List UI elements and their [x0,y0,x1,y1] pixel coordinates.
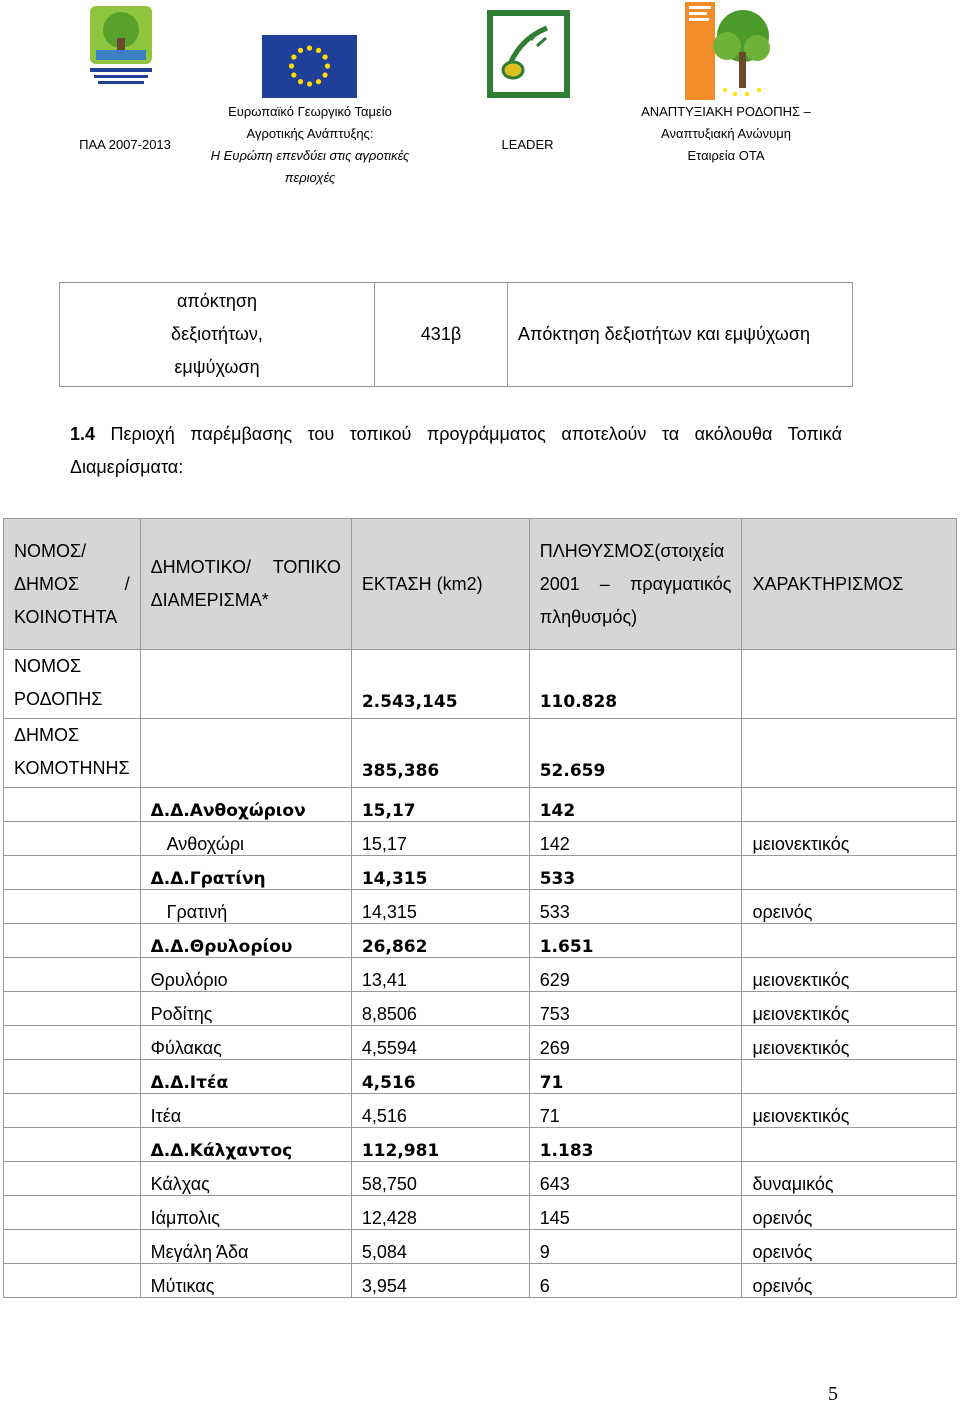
district-characterization: μειονεκτικός [742,958,957,992]
district-population: 629 [529,958,742,992]
leader-logo [487,10,570,98]
eu-flag-logo [262,35,357,98]
measure-category-line: απόκτηση [176,291,258,311]
district-characterization: ορεινός [742,1264,957,1298]
district-area: 3,954 [351,1264,529,1298]
municipality-population: 52.659 [529,719,742,788]
district-population: 643 [529,1162,742,1196]
district-characterization: μειονεκτικός [742,992,957,1026]
table-row [4,856,957,890]
table-row [4,1094,957,1128]
table-row [4,822,957,856]
header-population [529,519,742,650]
district-population: 1.183 [529,1128,742,1162]
header-agency [620,101,832,167]
district-population: 753 [529,992,742,1026]
district-name: Ιάμπολις [140,1196,351,1230]
header-prefecture-word: ΔΗΜΟΣ [14,573,80,594]
districts-table [3,518,957,1298]
district-characterization: ορεινός [742,1230,957,1264]
district-area: 15,17 [351,822,529,856]
header-agency-line: Αναπτυξιακή Ανώνυμη [661,126,791,141]
district-population: 71 [529,1060,742,1094]
district-population: 145 [529,1196,742,1230]
district-name: Δ.Δ.Θρυλορίου [140,924,351,958]
district-characterization [742,924,957,958]
municipality-area: 385,386 [351,719,529,788]
district-area: 8,8506 [351,992,529,1026]
district-name: Δ.Δ.Κάλχαντος [140,1128,351,1162]
header-agency-line: ΑΝΑΠΤΥΞΙΑΚΗ ΡΟΔΟΠΗΣ – [641,104,811,119]
table-row [4,1230,957,1264]
district-population: 269 [529,1026,742,1060]
intro-line-1: Περιοχή παρέμβασης του τοπικού προγράμματος αποτελούν τα ακόλουθα Τοπικά [110,424,842,444]
header-population-line: ΠΛΗΘΥΣΜΟΣ(στοιχεία [539,540,725,561]
header-prefecture-line: ΝΟΜΟΣ/ [14,540,87,561]
table-row [4,924,957,958]
district-name: Θρυλόριο [140,958,351,992]
district-characterization [742,1060,957,1094]
district-name: Μύτικας [140,1264,351,1298]
municipality-name-line: ΔΗΜΟΣ [14,725,80,745]
district-name: Δ.Δ.Ανθοχώριον [140,788,351,822]
header-population-word: 2001 [539,573,580,594]
district-cell-empty [4,1230,141,1264]
district-cell-empty [4,992,141,1026]
district-cell-empty [4,1026,141,1060]
table-row [4,958,957,992]
district-area: 5,084 [351,1230,529,1264]
header-prefecture-slash: / [124,573,130,594]
municipality-name-line: ΚΟΜΟΤΗΝΗΣ [14,758,130,778]
prefecture-name-line: ΡΟΔΟΠΗΣ [14,689,103,709]
district-population: 142 [529,788,742,822]
header-population-line [540,568,732,601]
table-row [4,992,957,1026]
header-fund-line: Η Ευρώπη επενδύει στις αγροτικές [210,148,410,163]
prefecture-characterization [742,650,957,719]
table-row-municipality [4,719,957,788]
intro-paragraph [70,418,842,451]
district-area: 4,5594 [351,1026,529,1060]
prefecture-name [4,650,141,719]
measure-category-line: δεξιοτήτων, [171,324,263,344]
district-area: 14,315 [351,856,529,890]
header-fund-line: Ευρωπαϊκό Γεωργικό Ταμείο [228,104,392,119]
header-population-line: πληθυσμός) [539,606,638,627]
district-population: 1.651 [529,924,742,958]
header-population-word: – [599,573,610,594]
district-name: Γρατινή [140,890,351,924]
district-characterization: μειονεκτικός [742,1026,957,1060]
page-number: 5 [828,1383,838,1405]
district-name: Ανθοχώρι [140,822,351,856]
district-rows [4,788,957,1298]
header-district-line [151,551,341,584]
table-row [4,1196,957,1230]
table-row [4,1060,957,1094]
district-cell-empty [4,856,141,890]
district-name: Δ.Δ.Ιτέα [140,1060,351,1094]
district-cell-empty [4,788,141,822]
district-name: Κάλχας [140,1162,351,1196]
district-population: 6 [529,1264,742,1298]
table-row-prefecture [4,650,957,719]
header-district-line: ΔΙΑΜΕΡΙΣΜΑ* [150,590,269,610]
header-district-word: ΤΟΠΙΚΟ [272,557,341,577]
district-characterization [742,1128,957,1162]
district-name: Φύλακας [140,1026,351,1060]
header-fund [200,101,420,189]
table-row [4,1162,957,1196]
header-district-word: ΔΗΜΟΤΙΚΟ/ [150,557,252,577]
municipality-district [140,719,351,788]
district-cell-empty [4,890,141,924]
district-name: Δ.Δ.Γρατίνη [140,856,351,890]
section-number: 1.4 [70,424,96,444]
district-population: 9 [529,1230,742,1264]
district-characterization: δυναμικός [742,1162,957,1196]
district-population: 533 [529,856,742,890]
header-agency-line: Εταιρεία ΟΤΑ [687,148,765,163]
district-area: 4,516 [351,1094,529,1128]
tree-logo [685,2,773,100]
prefecture-area: 2.543,145 [351,650,529,719]
header-program: ΠΑΑ 2007-2013 [79,137,171,152]
district-cell-empty [4,958,141,992]
district-area: 58,750 [351,1162,529,1196]
district-characterization: ορεινός [742,1196,957,1230]
district-area: 26,862 [351,924,529,958]
district-population: 533 [529,890,742,924]
district-population: 71 [529,1094,742,1128]
district-characterization [742,856,957,890]
measure-category-line: εμψύχωση [174,357,260,377]
table-row [4,1026,957,1060]
measure-code: 431β [375,283,508,387]
district-cell-empty [4,1060,141,1094]
measure-title: Απόκτηση δεξιοτήτων και εμψύχωση [508,283,853,387]
table-row [4,890,957,924]
district-area: 14,315 [351,890,529,924]
district-name: Ροδίτης [140,992,351,1026]
header-prefecture-line [14,568,130,601]
table-row [4,1264,957,1298]
prefecture-population: 110.828 [529,650,742,719]
header-leader: LEADER [501,137,554,152]
header-population-word: πραγματικός [630,573,732,594]
district-cell-empty [4,1196,141,1230]
district-area: 13,41 [351,958,529,992]
district-population: 142 [529,822,742,856]
district-characterization [742,788,957,822]
district-area: 12,428 [351,1196,529,1230]
district-name: Μεγάλη Άδα [140,1230,351,1264]
table-header-row [4,519,957,650]
district-name: Ιτέα [140,1094,351,1128]
paa-logo [82,2,160,92]
header-fund-line: Αγροτικής Ανάπτυξης: [246,126,374,141]
district-area: 4,516 [351,1060,529,1094]
prefecture-district [140,650,351,719]
district-characterization: ορεινός [742,890,957,924]
district-cell-empty [4,1264,141,1298]
header-characterization: ΧΑΡΑΚΤΗΡΙΣΜΟΣ [742,519,957,650]
district-characterization: μειονεκτικός [742,1094,957,1128]
district-cell-empty [4,1094,141,1128]
header-area: ΕΚΤΑΣΗ (km2) [351,519,529,650]
district-area: 112,981 [351,1128,529,1162]
header-prefecture-line: ΚΟΙΝΟΤΗΤΑ [14,606,118,627]
district-cell-empty [4,1128,141,1162]
district-cell-empty [4,1162,141,1196]
header-fund-line: περιοχές [284,170,336,185]
intro-line-2: Διαμερίσματα: [70,457,184,477]
table-row [4,788,957,822]
prefecture-name-line: ΝΟΜΟΣ [14,656,82,676]
measure-category [60,283,375,387]
district-area: 15,17 [351,788,529,822]
header-prefecture [4,519,141,650]
district-cell-empty [4,822,141,856]
district-cell-empty [4,924,141,958]
measure-table [59,282,853,387]
table-row [4,1128,957,1162]
municipality-characterization [742,719,957,788]
header-district [140,519,351,650]
district-characterization: μειονεκτικός [742,822,957,856]
municipality-name [4,719,141,788]
